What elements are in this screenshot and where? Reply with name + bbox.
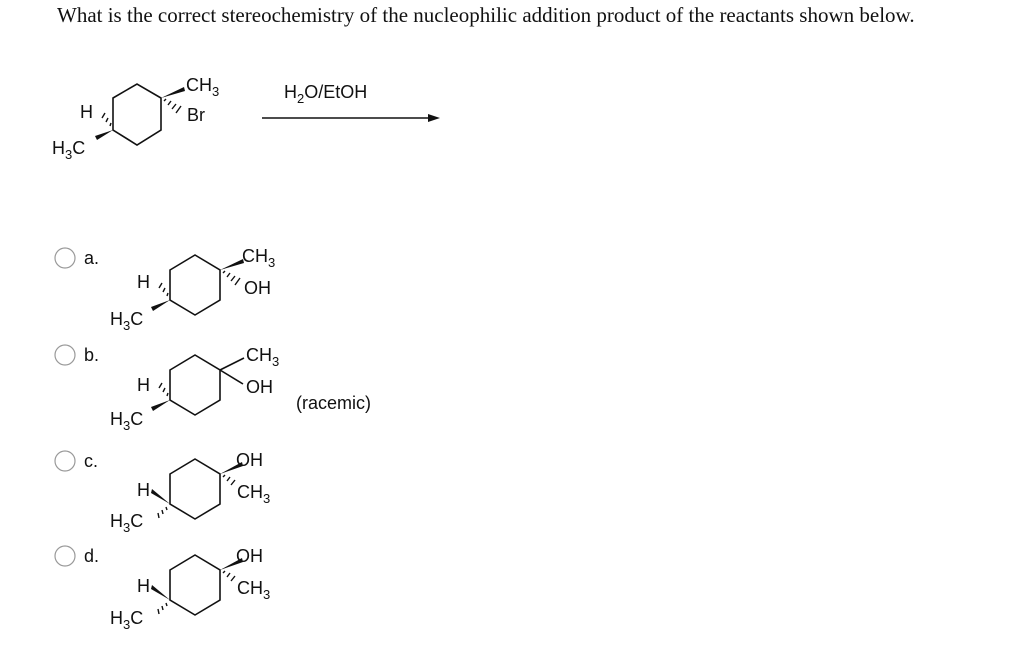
option-c-ring	[170, 459, 220, 519]
option-b-ring	[170, 355, 220, 415]
option-d-hash-methyl	[158, 603, 167, 614]
option-d-hash	[223, 571, 235, 581]
option-c-hash-methyl	[158, 507, 167, 518]
reactant-right-label: Br	[187, 105, 205, 125]
option-b-right-label: OH	[246, 377, 273, 397]
option-a-top-label: $CH_3$	[242, 246, 276, 270]
reaction-arrowhead	[428, 114, 440, 122]
reaction-conditions: $H_2O$/EtOH	[284, 82, 368, 106]
option-c[interactable]	[55, 450, 270, 535]
reactant-top-label: $CH_3$	[186, 75, 220, 99]
option-c-right-label: $CH_3$	[237, 482, 271, 506]
option-a-ring	[170, 255, 220, 315]
option-d-letter: d.	[84, 546, 100, 566]
option-d-top-label: OH	[236, 546, 263, 566]
option-b-bond-right	[220, 370, 243, 384]
reactant-structure	[52, 75, 219, 162]
option-c-letter: c.	[84, 451, 99, 471]
option-a-hash-h	[159, 283, 168, 296]
option-d-right-label: $CH_3$	[237, 578, 271, 602]
reactant-methyl-label: $H_3C$	[52, 138, 86, 162]
option-c-wedge-h	[151, 489, 170, 504]
option-d-wedge-h	[151, 585, 170, 600]
option-a-letter: a.	[84, 248, 100, 268]
option-c-h-label: H	[137, 480, 150, 500]
option-d[interactable]	[55, 546, 270, 632]
reactant-ring	[113, 84, 161, 145]
option-a-h-label: H	[137, 272, 150, 292]
option-b-radio[interactable]	[55, 345, 75, 365]
question-text: What is the correct stereochemistry of the nucleophilic addition product of the reactants shown below.	[57, 3, 915, 27]
option-c-top-label: OH	[236, 450, 263, 470]
option-b-letter: b.	[84, 345, 100, 365]
option-b[interactable]	[55, 345, 371, 433]
option-c-methyl-label: $H_3C$	[110, 511, 144, 535]
option-a-wedge-methyl	[151, 300, 170, 311]
reactant-h-label: H	[80, 102, 93, 122]
option-c-hash	[223, 475, 235, 485]
option-b-bond-top	[220, 358, 244, 370]
option-b-note: (racemic)	[296, 393, 371, 413]
option-a-methyl-label: $H_3C$	[110, 309, 144, 333]
option-c-radio[interactable]	[55, 451, 75, 471]
option-a-wedge	[220, 259, 244, 270]
option-d-h-label: H	[137, 576, 150, 596]
reactant-hash-h	[102, 113, 111, 126]
option-a-right-label: OH	[244, 278, 271, 298]
option-d-radio[interactable]	[55, 546, 75, 566]
option-a-radio[interactable]	[55, 248, 75, 268]
reactant-wedge-bond	[161, 87, 185, 98]
option-d-ring	[170, 555, 220, 615]
option-d-methyl-label: $H_3C$	[110, 608, 144, 632]
option-a[interactable]	[55, 246, 275, 333]
option-b-methyl-label: $H_3C$	[110, 409, 144, 433]
option-b-top-label: $CH_3$	[246, 345, 280, 369]
reactant-wedge-methyl	[95, 130, 113, 140]
option-b-hash-h	[159, 383, 168, 396]
option-b-h-label: H	[137, 375, 150, 395]
option-b-wedge-methyl	[151, 400, 170, 411]
option-a-hash	[223, 271, 240, 285]
reactant-hash-bond	[164, 99, 181, 113]
